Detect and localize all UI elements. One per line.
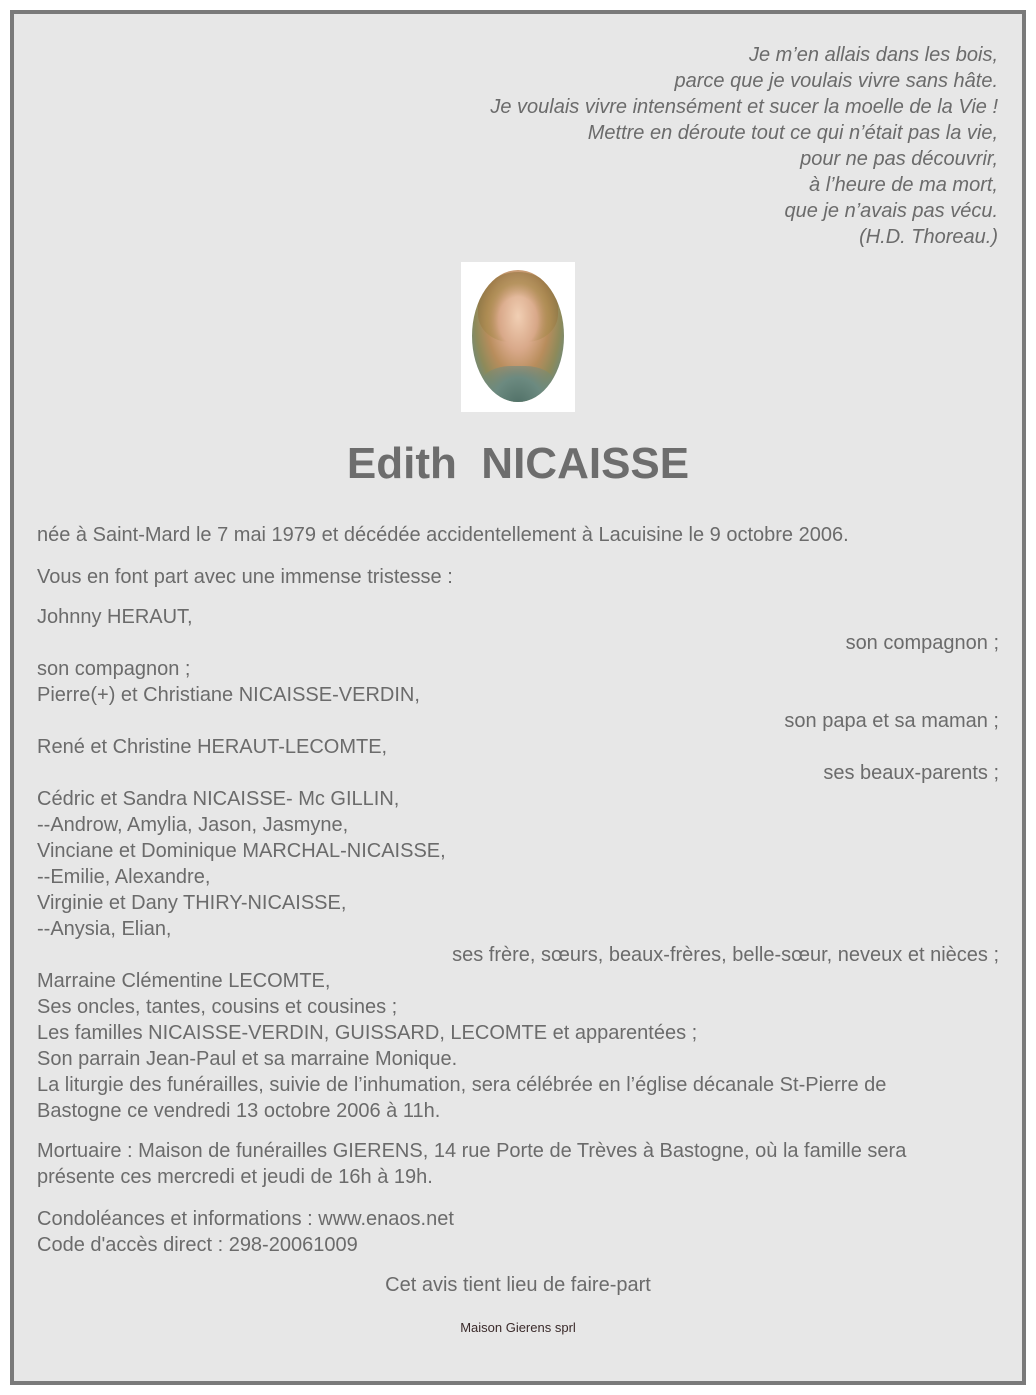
family-line: Pierre(+) et Christiane NICAISSE-VERDIN, (37, 684, 420, 706)
family-relation: son compagnon ; (845, 632, 999, 654)
family-line: Son parrain Jean-Paul et sa marraine Monique. (37, 1048, 458, 1070)
mortuary-line: présente ces mercredi et jeudi de 16h à 19h. (37, 1166, 433, 1188)
epigraph-poem (298, 42, 998, 250)
family-line: René et Christine HERAUT-LECOMTE, (37, 736, 388, 758)
access-code-line: Code d'accès direct : 298-20061009 (37, 1234, 358, 1256)
poem-attribution: (H.D. Thoreau.) (859, 226, 998, 248)
family-line: Virginie et Dany THIRY-NICAISSE, (37, 892, 347, 914)
funeral-info-line: Bastogne ce vendredi 13 octobre 2006 à 11h. (37, 1100, 441, 1122)
poem-line: Je m’en allais dans les bois, (748, 44, 998, 66)
faire-part-notice: Cet avis tient lieu de faire-part (385, 1274, 651, 1296)
family-relation: ses beaux-parents ; (823, 762, 999, 784)
funeral-info-line: La liturgie des funérailles, suivie de l’inhumation, sera célébrée en l’église décanale St-Pierre de (37, 1074, 887, 1096)
poem-line: pour ne pas découvrir, (800, 148, 998, 170)
deceased-name: Edith NICAISSE (346, 439, 690, 488)
family-line: Les familles NICAISSE-VERDIN, GUISSARD, LECOMTE et apparentées ; (37, 1022, 698, 1044)
family-line: son compagnon ; (37, 658, 191, 680)
family-relation: son papa et sa maman ; (784, 710, 999, 732)
poem-line: que je n’avais pas vécu. (784, 200, 998, 222)
announcement-text: Vous en font part avec une immense tristesse : (37, 566, 453, 588)
obituary-card (10, 10, 1026, 1385)
family-list (37, 604, 999, 1124)
family-line: Marraine Clémentine LECOMTE, (37, 970, 331, 992)
mortuary-line: Mortuaire : Maison de funérailles GIERENS, 14 rue Porte de Trèves à Bastogne, où la famille sera (37, 1140, 907, 1162)
mortuary-info (37, 1138, 999, 1190)
portrait-hair (478, 272, 558, 342)
announcement (37, 564, 999, 590)
condolences-info (37, 1206, 999, 1258)
family-line: --Anysia, Elian, (37, 918, 172, 940)
poem-line: parce que je voulais vivre sans hâte. (674, 70, 998, 92)
birth-death-statement (37, 522, 999, 548)
poem-line: à l’heure de ma mort, (809, 174, 998, 196)
portrait-oval (472, 270, 564, 402)
portrait-photo (461, 262, 575, 412)
poem-line: Mettre en déroute tout ce qui n’était pas la vie, (587, 122, 998, 144)
family-line: Johnny HERAUT, (37, 606, 193, 628)
family-relation: ses frère, sœurs, beaux-frères, belle-sœur, neveux et nièces ; (452, 944, 999, 966)
family-line: --Emilie, Alexandre, (37, 866, 211, 888)
family-line: Vinciane et Dominique MARCHAL-NICAISSE, (37, 840, 446, 862)
poem-line: Je voulais vivre intensément et sucer la moelle de la Vie ! (490, 96, 998, 118)
family-line: --Androw, Amylia, Jason, Jasmyne, (37, 814, 349, 836)
portrait-shirt (482, 366, 554, 402)
intro-text: née à Saint-Mard le 7 mai 1979 et décédée accidentellement à Lacuisine le 9 octobre 2006. (37, 524, 849, 546)
family-line: Cédric et Sandra NICAISSE- Mc GILLIN, (37, 788, 400, 810)
funeral-home-credit: Maison Gierens sprl (460, 1320, 576, 1335)
family-line: Ses oncles, tantes, cousins et cousines ; (37, 996, 398, 1018)
condolences-line: Condoléances et informations : www.enaos.net (37, 1208, 454, 1230)
